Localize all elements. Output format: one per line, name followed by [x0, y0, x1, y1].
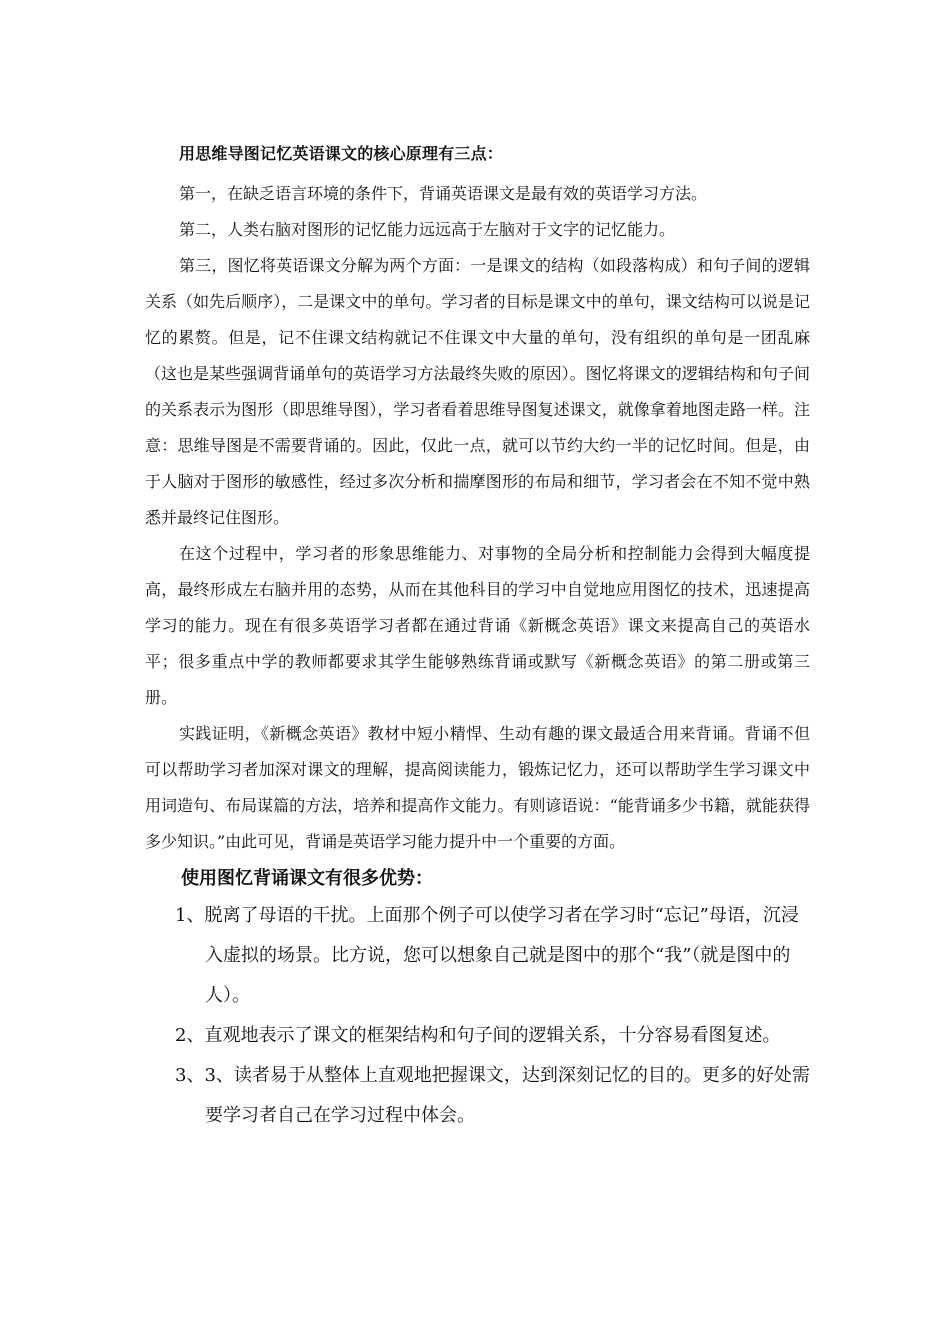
paragraph-process: 在这个过程中，学习者的形象思维能力、对事物的全局分析和控制能力会得到大幅度提高，最终形成左右脑并用的态势，从而在其他科目的学习中自觉地应用图忆的技术，迅速提高学习的能力。现在有很多英语学习者都在通过背诵《新概念英语》课文来提高自己的英语水平；很多重点中学的教师都要求其学生能够熟练背诵或默写《新概念英语》的第二册或第三册。	[145, 544, 810, 707]
list-item: 2、直观地表示了课文的框架结构和句子间的逻辑关系，十分容易看图复述。	[175, 1025, 781, 1046]
section-heading-principles: 用思维导图记忆英语课文的核心原理有三点：	[179, 144, 504, 163]
list-item: 3、3、读者易于从整体上直观地把握课文，达到深刻记忆的目的。更多的好处需要学习者自己在学习过程中体会。	[175, 1065, 810, 1126]
list-item: 1、脱离了母语的干扰。上面那个例子可以使学习者在学习时“忘记”母语，沉浸入虚拟的场景。比方说，您可以想象自己就是图中的那个“我”（就是图中的人）。	[175, 905, 799, 1006]
section-heading-advantages: 使用图忆背诵课文有很多优势：	[181, 868, 433, 889]
document-body	[145, 140, 810, 1136]
advantages-list	[145, 896, 810, 1136]
paragraph-first: 第一，在缺乏语言环境的条件下，背诵英语课文是最有效的英语学习方法。	[179, 184, 708, 203]
paragraph-second: 第二，人类右脑对图形的记忆能力远远高于左脑对于文字的记忆能力。	[179, 220, 676, 239]
paragraph-practice: 实践证明，《新概念英语》教材中短小精悍、生动有趣的课文最适合用来背诵。背诵不但可以帮助学习者加深对课文的理解，提高阅读能力，锻炼记忆力，还可以帮助学生学习课文中用词造句、布局谋篇的方法，培养和提高作文能力。有则谚语说：“能背诵多少书籍，就能获得多少知识。”由此可见，背诵是英语学习能力提升中一个重要的方面。	[145, 724, 810, 851]
paragraph-third: 第三，图忆将英语课文分解为两个方面：一是课文的结构（如段落构成）和句子间的逻辑关系（如先后顺序），二是课文中的单句。学习者的目标是课文中的单句，课文结构可以说是记忆的累赘。但是，记不住课文结构就记不住课文中大量的单句，没有组织的单句是一团乱麻（这也是某些强调背诵单句的英语学习方法最终失败的原因）。图忆将课文的逻辑结构和句子间的关系表示为图形（即思维导图），学习者看着思维导图复述课文，就像拿着地图走路一样。注意：思维导图是不需要背诵的。因此，仅此一点，就可以节约大约一半的记忆时间。但是，由于人脑对于图形的敏感性，经过多次分析和揣摩图形的布局和细节，学习者会在不知不觉中熟悉并最终记住图形。	[145, 256, 810, 527]
